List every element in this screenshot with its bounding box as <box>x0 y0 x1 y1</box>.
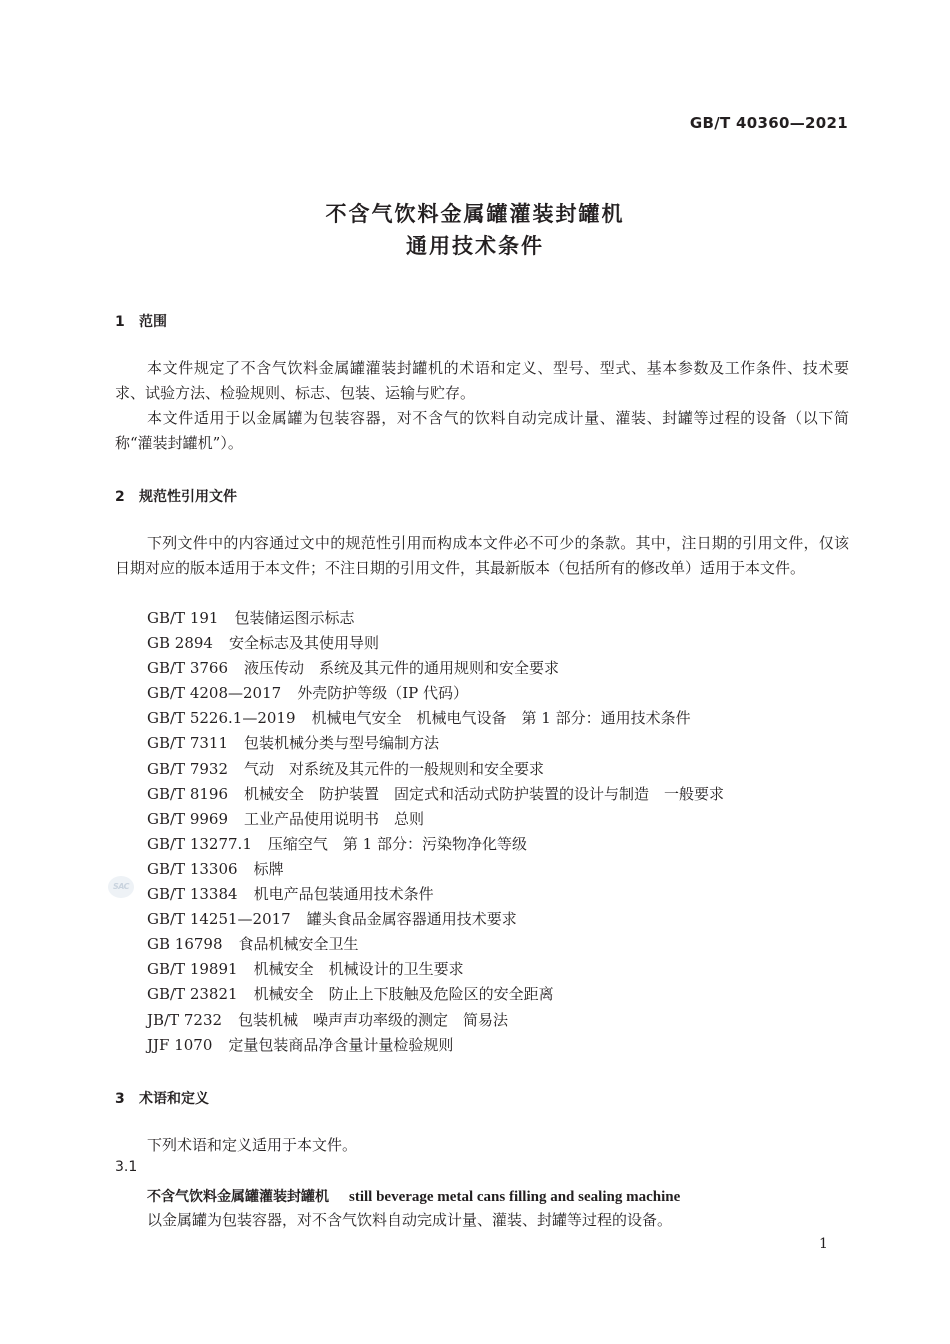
reference-item <box>147 1033 724 1058</box>
reference-title: 罐头食品金属容器通用技术要求 <box>306 910 517 929</box>
reference-code: GB/T 23821 <box>147 985 238 1004</box>
reference-title: 机械安全 机械设计的卫生要求 <box>253 960 464 979</box>
reference-code: GB/T 13277.1 <box>147 834 252 853</box>
reference-item <box>147 656 724 681</box>
section-1-paragraph-2: 本文件适用于以金属罐为包装容器，对不含气的饮料自动完成计量、灌装、封罐等过程的设备（以下简称“灌装封罐机”）。 <box>115 409 849 452</box>
section-3-intro: 下列术语和定义适用于本文件。 <box>147 1136 358 1154</box>
reference-code: GB/T 191 <box>147 609 219 627</box>
reference-item <box>147 782 724 807</box>
page-number: 1 <box>819 1236 828 1252</box>
section-3-heading <box>115 1088 209 1108</box>
reference-item <box>147 681 724 706</box>
reference-item <box>147 631 724 656</box>
reference-code: JB/T 7232 <box>147 1010 223 1029</box>
reference-title: 机械安全 防护装置 固定式和活动式防护装置的设计与制造 一般要求 <box>244 784 725 803</box>
reference-title: 机电产品包装通用技术条件 <box>253 885 434 904</box>
reference-title: 标牌 <box>253 859 284 878</box>
reference-item <box>147 731 724 756</box>
reference-title: 包装机械分类与型号编制方法 <box>244 734 440 753</box>
reference-code: GB/T 8196 <box>147 784 229 803</box>
reference-item <box>147 757 724 782</box>
reference-item <box>147 606 724 631</box>
reference-code: GB/T 4208—2017 <box>147 684 282 703</box>
reference-code: GB/T 9969 <box>147 809 229 828</box>
reference-code: GB/T 13306 <box>147 859 238 878</box>
reference-code: GB/T 3766 <box>147 659 229 678</box>
reference-title: 工业产品使用说明书 总则 <box>244 809 425 828</box>
reference-code: GB/T 14251—2017 <box>147 910 291 929</box>
reference-code: JJF 1070 <box>147 1035 213 1054</box>
reference-item <box>147 907 724 932</box>
document-title-line1: 不含气饮料金属罐灌装封罐机 <box>325 202 625 226</box>
reference-code: GB/T 13384 <box>147 885 238 904</box>
reference-code: GB/T 19891 <box>147 960 238 979</box>
section-2-intro: 下列文件中的内容通过文中的规范性引用而构成本文件必不可少的条款。其中，注日期的引用文件，仅该日期对应的版本适用于本文件；不注日期的引用文件，其最新版本（包括所有的修改单）适用于本文件。 <box>115 534 849 577</box>
reference-item <box>147 857 724 882</box>
reference-code: GB/T 7932 <box>147 759 229 778</box>
reference-code: GB/T 5226.1—2019 <box>147 709 296 728</box>
section-3-title: 术语和定义 <box>139 1091 209 1107</box>
reference-item <box>147 706 724 731</box>
reference-list <box>147 606 724 1058</box>
reference-title: 液压传动 系统及其元件的通用规则和安全要求 <box>244 659 560 678</box>
section-2-title: 规范性引用文件 <box>139 489 237 505</box>
document-title-line2: 通用技术条件 <box>406 234 544 258</box>
section-1-heading <box>115 311 167 331</box>
section-1-title: 范围 <box>139 314 167 330</box>
reference-title: 机械安全 防止上下肢触及危险区的安全距离 <box>253 985 554 1004</box>
reference-title: 气动 对系统及其元件的一般规则和安全要求 <box>244 759 545 778</box>
section-1-number: 1 <box>115 314 125 330</box>
term-definition: 以金属罐为包装容器，对不含气饮料自动完成计量、灌装、封罐等过程的设备。 <box>147 1211 673 1229</box>
reference-item <box>147 957 724 982</box>
reference-item <box>147 932 724 957</box>
reference-title: 外壳防护等级（IP 代码） <box>297 684 468 703</box>
reference-title: 定量包装商品净含量计量检验规则 <box>228 1035 454 1054</box>
reference-title: 包装储运图示标志 <box>234 609 355 627</box>
section-3-number: 3 <box>115 1091 125 1107</box>
reference-title: 食品机械安全卫生 <box>238 935 359 954</box>
reference-item <box>147 832 724 857</box>
reference-item <box>147 882 724 907</box>
reference-code: GB/T 7311 <box>147 734 229 753</box>
reference-title: 压缩空气 第 1 部分：污染物净化等级 <box>267 834 527 853</box>
term-chinese: 不含气饮料金属罐灌装封罐机 <box>147 1189 329 1205</box>
section-2-heading <box>115 486 237 506</box>
reference-item <box>147 1008 724 1033</box>
section-1-paragraph-1: 本文件规定了不含气饮料金属罐灌装封罐机的术语和定义、型号、型式、基本参数及工作条件、技术要求、试验方法、检验规则、标志、包装、运输与贮存。 <box>115 359 849 402</box>
section-2-number: 2 <box>115 489 125 505</box>
term-number: 3.1 <box>115 1159 138 1175</box>
reference-title: 安全标志及其使用导则 <box>228 634 379 653</box>
sac-watermark-logo: SAC <box>108 876 134 898</box>
reference-title: 机械电气安全 机械电气设备 第 1 部分：通用技术条件 <box>311 709 691 728</box>
reference-title: 包装机械 噪声声功率级的测定 简易法 <box>238 1010 509 1029</box>
standard-number: GB/T 40360—2021 <box>689 114 848 132</box>
reference-item <box>147 807 724 832</box>
term-english: still beverage metal cans filling and sealing machine <box>349 1189 681 1205</box>
term-entry <box>147 1186 680 1206</box>
reference-item <box>147 982 724 1007</box>
reference-code: GB 16798 <box>147 935 223 954</box>
reference-code: GB 2894 <box>147 634 213 653</box>
